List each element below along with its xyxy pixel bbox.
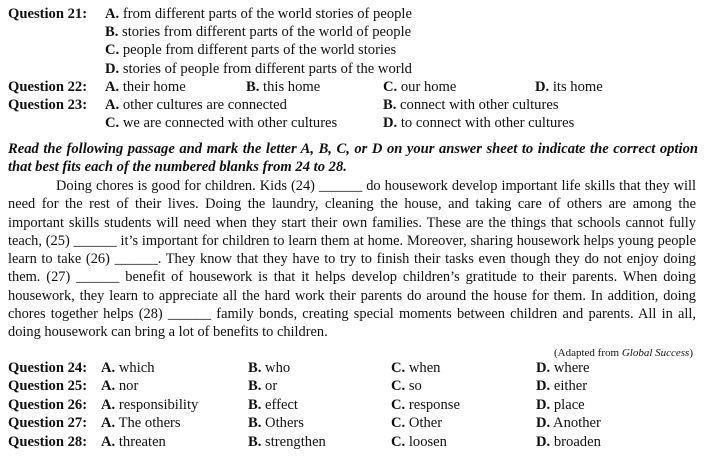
q23-option-c[interactable]: [105, 114, 337, 132]
passage-instruction: Read the following passage and mark the letter A, B, C, or D on your answer sheet to indicate the correct option that best fits each of the numbered blanks from 24 to 28.: [8, 141, 698, 175]
q21-option-d[interactable]: [105, 60, 412, 78]
option-text: when: [408, 360, 441, 376]
q28-option-b[interactable]: [248, 433, 326, 451]
q26-option-d[interactable]: [536, 396, 585, 414]
option-text: Another: [553, 415, 601, 431]
q26-option-a[interactable]: [101, 396, 198, 414]
option-text: other cultures are connected: [122, 97, 287, 113]
question-24-label: Question 24:: [8, 360, 88, 376]
option-text: stories from different parts of the world of people: [122, 24, 412, 40]
q27-option-d[interactable]: [536, 414, 601, 432]
option-letter: C.: [391, 378, 406, 394]
q22-option-a[interactable]: [105, 78, 186, 96]
option-text: Others: [265, 415, 304, 431]
q25-option-a[interactable]: [101, 377, 138, 395]
option-letter: B.: [383, 97, 397, 113]
option-letter: B.: [105, 24, 119, 40]
option-text: its home: [552, 79, 603, 95]
q23-option-a[interactable]: [105, 96, 287, 114]
option-text: we are connected with other cultures: [122, 115, 338, 131]
option-text: loosen: [408, 434, 447, 450]
option-text: The others: [118, 415, 181, 431]
option-letter: A.: [101, 360, 116, 376]
question-21-label: Question 21:: [8, 6, 88, 22]
option-text: effect: [265, 397, 298, 413]
q24-option-a[interactable]: [101, 359, 155, 377]
option-letter: B.: [248, 397, 262, 413]
option-letter: B.: [248, 434, 262, 450]
question-26-label: Question 26:: [8, 397, 88, 413]
option-letter: D.: [535, 79, 550, 95]
option-text: connect with other cultures: [400, 97, 559, 113]
option-letter: A.: [101, 415, 116, 431]
q23-option-d[interactable]: [383, 114, 574, 132]
q26-option-c[interactable]: [391, 396, 460, 414]
option-text: or: [265, 378, 278, 394]
option-letter: D.: [536, 397, 551, 413]
source-title: Global Success: [621, 347, 690, 359]
option-letter: D.: [536, 378, 551, 394]
option-letter: D.: [536, 434, 551, 450]
option-text: where: [553, 360, 590, 376]
option-letter: C.: [391, 434, 406, 450]
q24-option-b[interactable]: [248, 359, 290, 377]
question-28-label: Question 28:: [8, 434, 88, 450]
question-23-label: Question 23:: [8, 97, 88, 113]
option-letter: D.: [105, 61, 120, 77]
q28-option-c[interactable]: [391, 433, 447, 451]
option-letter: A.: [105, 79, 120, 95]
q28-option-d[interactable]: [536, 433, 601, 451]
question-27-label: Question 27:: [8, 415, 88, 431]
option-text: response: [408, 397, 460, 413]
option-letter: C.: [391, 360, 406, 376]
option-text: broaden: [553, 434, 601, 450]
q26-option-b[interactable]: [248, 396, 298, 414]
option-letter: C.: [383, 79, 398, 95]
option-letter: C.: [391, 415, 406, 431]
option-text: threaten: [118, 434, 166, 450]
option-letter: C.: [105, 115, 120, 131]
option-text: strengthen: [265, 434, 326, 450]
option-letter: D.: [536, 415, 551, 431]
option-text: to connect with other cultures: [400, 115, 575, 131]
option-letter: B.: [248, 415, 262, 431]
option-text: stories of people from different parts of the world: [122, 61, 412, 77]
q21-option-a[interactable]: [105, 5, 412, 23]
option-letter: C.: [105, 42, 120, 58]
option-text: either: [553, 378, 588, 394]
q25-option-c[interactable]: [391, 377, 422, 395]
option-text: people from different parts of the world stories: [122, 42, 397, 58]
option-text: so: [408, 378, 422, 394]
option-letter: B.: [246, 79, 260, 95]
option-text: their home: [122, 79, 186, 95]
option-text: who: [265, 360, 291, 376]
source-suffix: ): [689, 347, 693, 359]
option-text: responsibility: [118, 397, 199, 413]
q27-option-a[interactable]: [101, 414, 181, 432]
q28-option-a[interactable]: [101, 433, 166, 451]
q23-option-b[interactable]: [383, 96, 559, 114]
option-text: nor: [118, 378, 139, 394]
option-letter: A.: [101, 378, 116, 394]
reading-passage: Doing chores is good for children. Kids (24) ______ do housework develop important life skills that they will need for the rest of their lives. Doing the laundry, cleaning the house, and taking care of others are among the important skills students will need when they start their own families. These are the things that schools cannot fully teach, (25) ______ it’s important for children to learn them at home. Moreover, sharing housework helps young people learn to take (26) ______. They know that they have to try to finish their tasks even though they do not enjoy doing them. (27) ______ benefit of housework is that it helps develop children’s gratitude to their parents. When doing housework, they learn to appreciate all the hard work their parents do around the house for them. In addition, doing chores together helps (28) ______ family bonds, creating special moments between children and parents. All in all, doing housework can bring a lot of benefits to children.: [8, 178, 696, 341]
option-letter: D.: [383, 115, 398, 131]
option-letter: A.: [101, 397, 116, 413]
option-text: our home: [400, 79, 457, 95]
q24-option-c[interactable]: [391, 359, 440, 377]
option-letter: C.: [391, 397, 406, 413]
q24-option-d[interactable]: [536, 359, 590, 377]
q25-option-b[interactable]: [248, 377, 277, 395]
q25-option-d[interactable]: [536, 377, 587, 395]
q22-option-d[interactable]: [535, 78, 603, 96]
option-letter: B.: [248, 378, 262, 394]
option-text: this home: [263, 79, 321, 95]
q27-option-c[interactable]: [391, 414, 442, 432]
option-text: place: [553, 397, 585, 413]
option-text: Other: [408, 415, 443, 431]
question-25-label: Question 25:: [8, 378, 88, 394]
option-letter: A.: [101, 434, 116, 450]
option-text: which: [118, 360, 155, 376]
option-letter: B.: [248, 360, 262, 376]
q21-option-c[interactable]: [105, 41, 396, 59]
q27-option-b[interactable]: [248, 414, 304, 432]
question-22-label: Question 22:: [8, 79, 88, 95]
q21-option-b[interactable]: [105, 23, 411, 41]
source-prefix: (Adapted from: [554, 347, 622, 359]
option-letter: A.: [105, 6, 120, 22]
q22-option-b[interactable]: [246, 78, 320, 96]
option-letter: D.: [536, 360, 551, 376]
option-letter: A.: [105, 97, 120, 113]
q22-option-c[interactable]: [383, 78, 456, 96]
option-text: from different parts of the world stories of people: [122, 6, 412, 22]
